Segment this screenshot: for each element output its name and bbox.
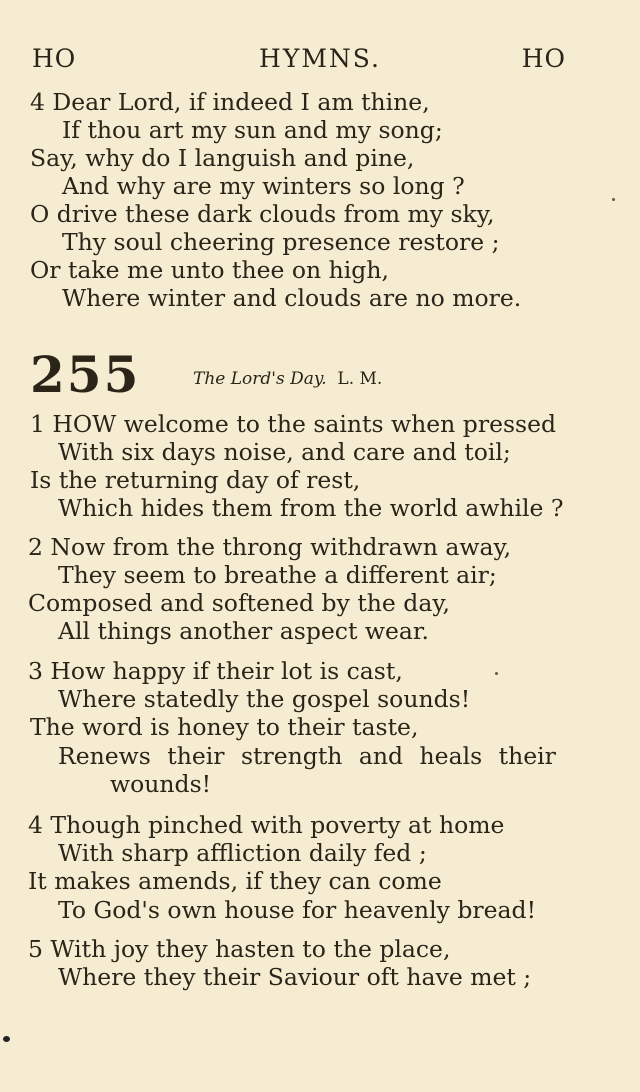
stanza-line: 1 HOW welcome to the saints when pressed xyxy=(30,410,557,438)
prev-stanza-line: 4 Dear Lord, if indeed I am thine, xyxy=(30,88,430,116)
ink-speck xyxy=(3,1036,10,1042)
running-head-right: HO xyxy=(521,44,566,73)
running-head-left: HO xyxy=(32,44,77,73)
hymn-number: 255 xyxy=(30,345,141,404)
ink-speck xyxy=(495,672,498,675)
stanza-line: All things another aspect wear. xyxy=(58,617,430,645)
stanza-line: 3 How happy if their lot is cast, xyxy=(28,657,403,685)
stanza-line: With six days noise, and care and toil; xyxy=(58,438,511,466)
hymn-meter: L. M. xyxy=(337,369,383,389)
running-head-title: HYMNS. xyxy=(259,44,381,73)
stanza-line: With sharp affliction daily fed ; xyxy=(58,839,427,867)
prev-stanza-line: Or take me unto thee on high, xyxy=(30,256,389,284)
prev-stanza-line: And why are my winters so long ? xyxy=(62,172,465,200)
prev-stanza-line: Say, why do I languish and pine, xyxy=(30,144,415,172)
prev-stanza-line: If thou art my sun and my song; xyxy=(62,116,443,144)
stanza-line: Renews their strength and heals their xyxy=(58,742,556,770)
prev-stanza-line: O drive these dark clouds from my sky, xyxy=(30,200,495,228)
stanza-line: It makes amends, if they can come xyxy=(28,867,442,895)
stanza-line: Where statedly the gospel sounds! xyxy=(58,685,471,713)
stanza-line: They seem to breathe a different air; xyxy=(58,561,497,589)
hymn-title-block xyxy=(193,369,382,389)
stanza-line: 2 Now from the throng withdrawn away, xyxy=(28,533,512,561)
stanza-line: Composed and softened by the day, xyxy=(28,589,450,617)
prev-stanza-line: Thy soul cheering presence restore ; xyxy=(62,228,500,256)
prev-stanza-line: Where winter and clouds are no more. xyxy=(62,284,522,312)
stanza-line: Where they their Saviour oft have met ; xyxy=(58,963,532,991)
ink-speck xyxy=(612,198,615,201)
stanza-line: Is the returning day of rest, xyxy=(30,466,361,494)
stanza-line: Which hides them from the world awhile ? xyxy=(58,494,564,522)
stanza-line: The word is honey to their taste, xyxy=(30,713,419,741)
stanza-line: 5 With joy they hasten to the place, xyxy=(28,935,451,963)
stanza-line: To God's own house for heavenly bread! xyxy=(58,896,537,924)
stanza-line: 4 Though pinched with poverty at home xyxy=(28,811,505,839)
hymn-title: The Lord's Day. xyxy=(193,369,327,389)
stanza-line: wounds! xyxy=(110,770,212,798)
